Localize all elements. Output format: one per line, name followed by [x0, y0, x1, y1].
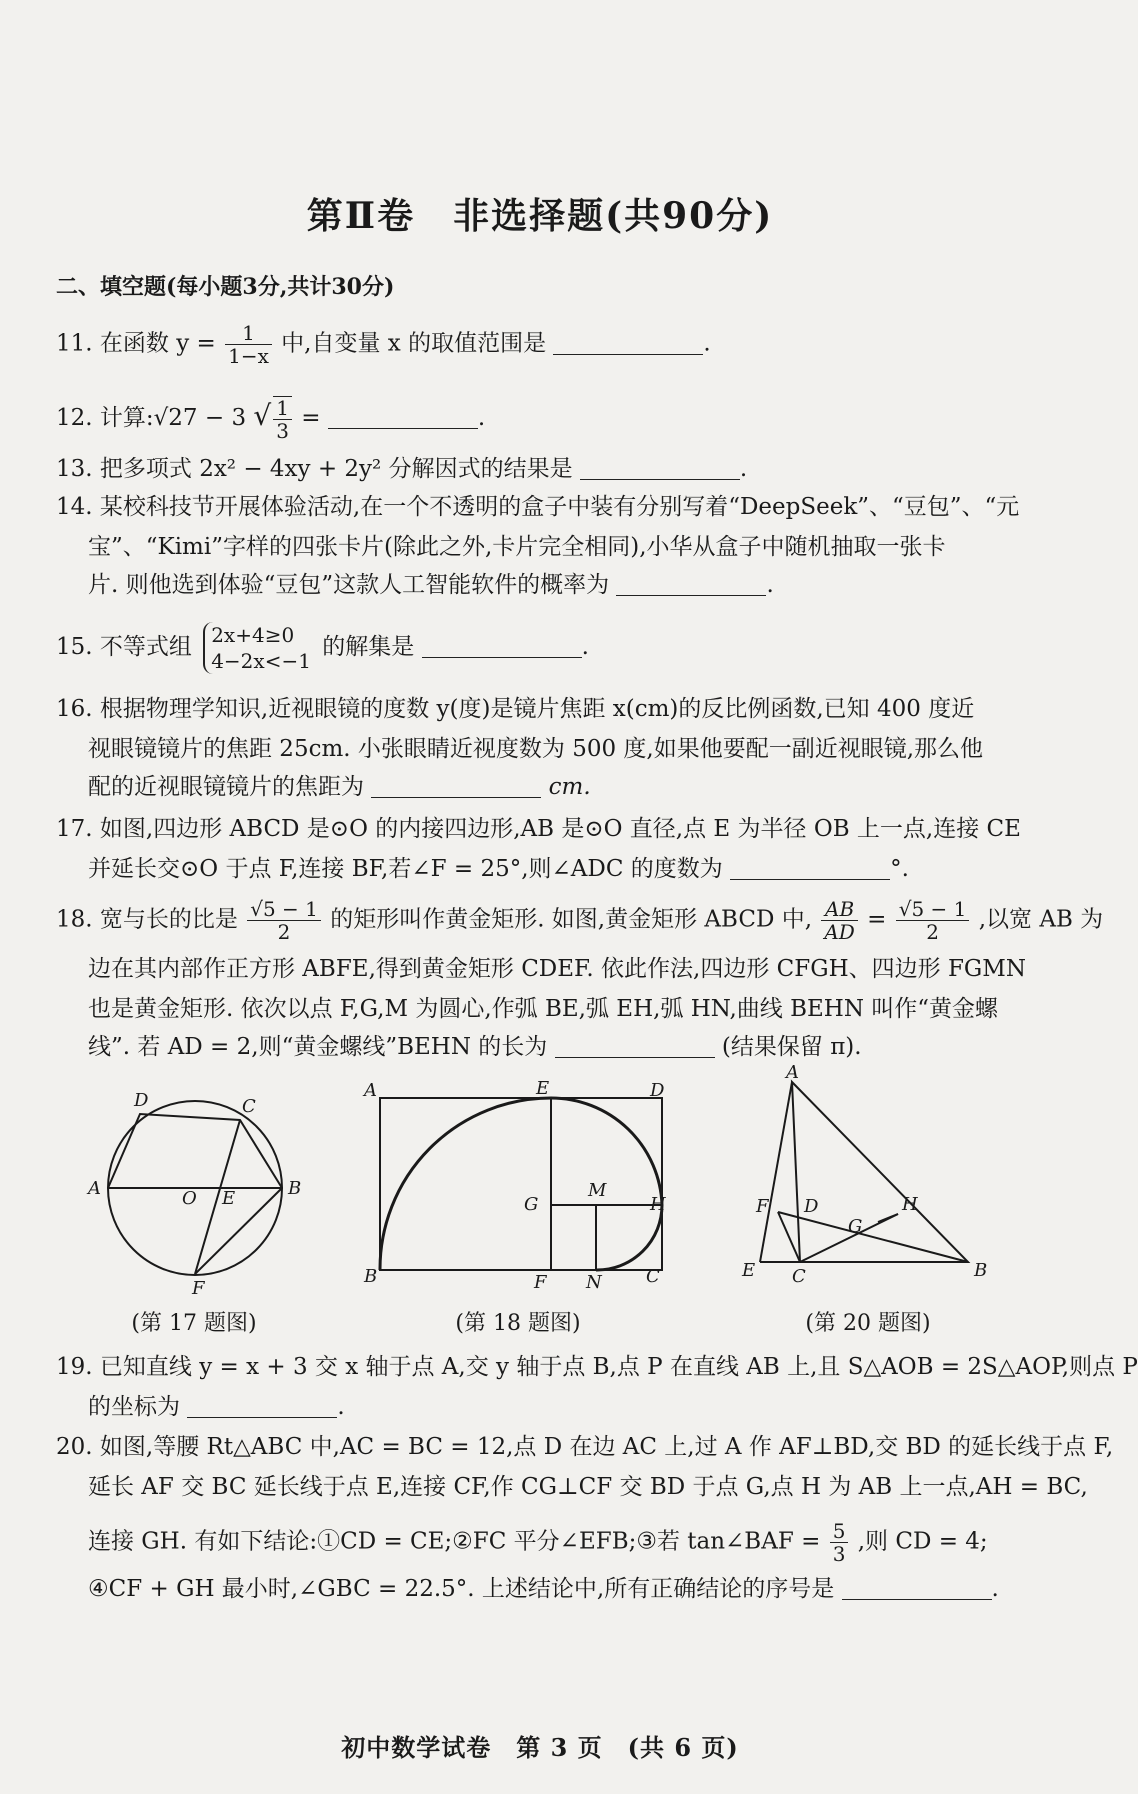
answer-blank[interactable]	[187, 1416, 337, 1418]
q20-line-3-post: ,则 CD = 4;	[857, 1528, 988, 1555]
label-c: C	[242, 1096, 256, 1117]
answer-blank[interactable]	[842, 1598, 992, 1600]
label-b: B	[974, 1260, 988, 1281]
q20-line-3-pre: 连接 GH. 有如下结论:①CD = CE;②FC 平分∠EFB;③若 tan∠BAF =	[88, 1528, 821, 1555]
frac-top: 5	[830, 1520, 849, 1543]
q20-line-1: 如图,等腰 Rt△ABC 中,AC = BC = 12,点 D 在边 AC 上,过 A 作 AF⊥BD,交 BD 的延长线于点 F,	[99, 1434, 1114, 1460]
question-18	[56, 897, 1104, 944]
label-a: A	[88, 1178, 101, 1199]
q20-line-2: 延长 AF 交 BC 延长线于点 E,连接 CF,作 CG⊥CF 交 BD 于点 G,点 H 为 AB 上一点,AH = BC,	[88, 1474, 1088, 1500]
question-14-cont	[88, 530, 1068, 564]
q14-line-3: 片. 则他选到体验“豆包”这款人工智能软件的概率为	[88, 572, 610, 598]
line-gh	[878, 1214, 898, 1222]
figure-20-caption: (第 20 题图)	[805, 1311, 931, 1336]
question-16	[56, 692, 1036, 726]
triangle-abc	[792, 1082, 968, 1262]
q19-end: .	[337, 1394, 345, 1420]
label-o: O	[182, 1188, 197, 1209]
label-c: C	[646, 1266, 660, 1287]
frac-top: 1	[225, 322, 272, 345]
question-number: 15.	[56, 634, 93, 660]
rect-abcd	[380, 1098, 662, 1270]
label-a: A	[364, 1080, 377, 1101]
q17-line-1: 如图,四边形 ABCD 是⊙O 的内接四边形,AB 是⊙O 直径,点 E 为半径 OB 上一点,连接 CE	[99, 816, 1021, 842]
q16-line-2: 视眼镜镜片的焦距 25cm. 小张眼睛近视度数为 500 度,如果他要配一副近视眼镜,那么他	[88, 736, 984, 762]
question-14	[56, 490, 1036, 524]
frac-top: 1	[273, 397, 292, 420]
label-d: D	[804, 1196, 819, 1217]
q19-line-1: 已知直线 y = x + 3 交 x 轴于点 A,交 y 轴于点 B,点 P 在直线 AB 上,且 S△AOB = 2S△AOP,则点 P	[99, 1354, 1138, 1380]
q19-line-2: 的坐标为	[88, 1394, 180, 1420]
q17-end: °.	[890, 856, 909, 882]
q11-text-post: 中,自变量 x 的取值范围是	[281, 330, 547, 357]
q16-unit: cm.	[548, 774, 591, 800]
question-11	[56, 322, 1036, 367]
frac-bottom: 3	[276, 419, 289, 443]
q18-text-mid: 的矩形叫作黄金矩形. 如图,黄金矩形 ABCD 中,	[330, 906, 813, 933]
frac-bottom: 3	[832, 1542, 846, 1566]
question-12	[56, 396, 1036, 442]
label-f: F	[534, 1272, 547, 1293]
sqrt-sign: √	[253, 399, 272, 432]
q20-end: .	[991, 1576, 999, 1602]
label-e: E	[222, 1188, 236, 1209]
q18-line-2: 边在其内部作正方形 ABFE,得到黄金矩形 CDEF. 依此作法,四边形 CFGH、四边形 FGMN	[88, 956, 1026, 982]
question-14-cont2	[88, 568, 1068, 602]
label-d: D	[134, 1090, 149, 1111]
label-b: B	[364, 1266, 378, 1287]
question-18-cont3	[88, 1030, 1068, 1064]
figure-18	[360, 1076, 680, 1296]
q16-line-3: 配的近视眼镜镜片的焦距为	[88, 774, 364, 800]
question-number: 12.	[56, 405, 93, 431]
figure-18-caption: (第 18 题图)	[455, 1311, 581, 1336]
q11-end: .	[703, 330, 711, 357]
frac-top: √5 − 1	[896, 898, 970, 921]
q11-text-pre: 在函数 y =	[99, 330, 216, 357]
question-number: 14.	[56, 494, 93, 520]
fraction	[821, 898, 857, 943]
label-h: H	[650, 1194, 666, 1215]
question-number: 16.	[56, 696, 93, 722]
q18-line-3: 也是黄金矩形. 依次以点 F,G,M 为圆心,作弧 BE,弧 EH,弧 HN,曲线 BEHN 叫作“黄金螺	[88, 996, 999, 1022]
frac-top: √5 − 1	[247, 898, 321, 921]
q13-text: 把多项式 2x² − 4xy + 2y² 分解因式的结果是	[99, 456, 573, 482]
q15-text-pre: 不等式组	[99, 634, 192, 660]
q12-text-pre: 计算:√27 − 3	[99, 405, 247, 431]
figure-17-caption: (第 17 题图)	[131, 1311, 257, 1336]
frac-top: AB	[821, 898, 857, 921]
fraction	[830, 1520, 849, 1565]
question-20	[56, 1430, 1114, 1464]
answer-blank[interactable]	[422, 656, 582, 658]
frac-bottom: 2	[926, 920, 939, 944]
golden-spiral	[380, 1098, 662, 1270]
question-number: 20.	[56, 1434, 93, 1460]
figure-20	[730, 1062, 1010, 1300]
frac-bottom: 2	[277, 920, 291, 944]
answer-blank[interactable]	[553, 353, 703, 355]
q14-line-2: 宝”、“Kimi”字样的四张卡片(除此之外,卡片完全相同),小华从盒子中随机抽取一张卡	[88, 534, 946, 560]
question-20-cont3	[88, 1572, 1068, 1606]
fraction	[896, 898, 970, 943]
question-17	[56, 812, 1036, 846]
question-19-cont	[88, 1390, 1068, 1424]
label-f: F	[756, 1196, 769, 1217]
q20-line-4: ④CF + GH 最小时,∠GBC = 22.5°. 上述结论中,所有正确结论的序号是	[88, 1576, 835, 1602]
answer-blank[interactable]	[616, 594, 766, 596]
q18-line-4: 线”. 若 AD = 2,则“黄金螺线”BEHN 的长为	[88, 1034, 548, 1060]
question-17-cont	[88, 852, 1068, 886]
q14-end: .	[766, 572, 774, 598]
q15-end: .	[581, 634, 589, 660]
question-19	[56, 1350, 1138, 1384]
label-d: D	[650, 1080, 665, 1101]
q18-line-4-end: (结果保留 π).	[721, 1034, 862, 1060]
question-20-cont	[88, 1470, 1088, 1504]
label-c: C	[792, 1266, 806, 1287]
question-20-cont2	[88, 1520, 1068, 1565]
q12-text-post: =	[301, 405, 321, 431]
line-fc	[778, 1212, 800, 1262]
q18-text-post: ,以宽 AB 为	[978, 906, 1104, 933]
question-number: 18.	[56, 906, 93, 933]
label-g: G	[848, 1216, 863, 1237]
question-18-cont2	[88, 992, 1068, 1026]
section-heading: 二、填空题(每小题3分,共计30分)	[56, 274, 395, 300]
q15-text-post: 的解集是	[322, 634, 415, 660]
question-number: 19.	[56, 1354, 93, 1380]
q18-equals: =	[867, 906, 887, 933]
fraction	[225, 322, 272, 367]
inequality-system	[203, 622, 311, 674]
label-h: H	[902, 1194, 918, 1215]
answer-blank[interactable]	[580, 478, 740, 480]
question-18-cont	[88, 952, 1068, 986]
label-a: A	[786, 1062, 799, 1083]
question-16-cont2	[88, 770, 1068, 804]
figure-17	[80, 1076, 310, 1299]
label-m: M	[588, 1180, 607, 1201]
q18-text-pre: 宽与长的比是	[99, 906, 238, 933]
q16-line-1: 根据物理学知识,近视眼镜的度数 y(度)是镜片焦距 x(cm)的反比例函数,已知 400 度近	[99, 696, 975, 722]
label-g: G	[524, 1194, 539, 1215]
label-e: E	[742, 1260, 756, 1281]
inequality-2: 4−2x<−1	[211, 649, 311, 673]
q17-line-2: 并延长交⊙O 于点 F,连接 BF,若∠F = 25°,则∠ADC 的度数为	[88, 856, 723, 882]
q14-line-1: 某校科技节开展体验活动,在一个不透明的盒子中装有分别写着“DeepSeek”、“豆包”、“元	[99, 494, 1020, 520]
question-13	[56, 452, 1036, 486]
answer-blank[interactable]	[371, 796, 541, 798]
label-e: E	[536, 1078, 550, 1099]
label-n: N	[586, 1272, 602, 1293]
frac-bottom: 1−x	[228, 344, 269, 368]
answer-blank[interactable]	[730, 878, 890, 880]
fraction	[273, 396, 292, 442]
question-15	[56, 622, 1036, 674]
label-f: F	[192, 1278, 205, 1299]
label-b: B	[288, 1178, 302, 1199]
inequality-1: 2x+4≥0	[211, 623, 295, 647]
question-number: 13.	[56, 456, 93, 482]
q13-end: .	[739, 456, 748, 482]
answer-blank[interactable]	[555, 1056, 715, 1058]
fraction	[247, 898, 321, 943]
answer-blank[interactable]	[328, 427, 478, 429]
question-16-cont	[88, 732, 1068, 766]
q12-end: .	[477, 405, 486, 431]
question-number: 11.	[56, 330, 93, 357]
question-number: 17.	[56, 816, 93, 842]
page-title: 第Ⅱ卷 非选择题(共90分)	[306, 195, 774, 237]
frac-bottom: AD	[824, 920, 855, 944]
line-fb	[778, 1212, 968, 1262]
page-footer: 初中数学试卷 第 3 页 (共 6 页)	[341, 1733, 739, 1762]
